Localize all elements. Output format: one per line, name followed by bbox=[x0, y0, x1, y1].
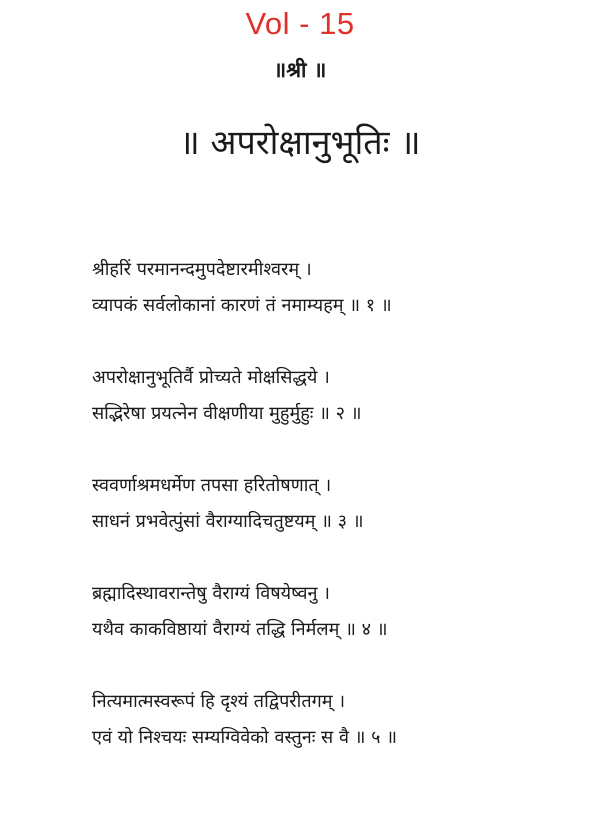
verse-line: ब्रह्मादिस्थावरान्तेषु वैराग्यं विषयेष्वनु । bbox=[92, 583, 330, 604]
verse-line: साधनं प्रभवेत्पुंसां वैराग्यादिचतुष्टयम् ॥ ३ ॥ bbox=[92, 511, 364, 532]
verse-line: अपरोक्षानुभूतिर्वै प्रोच्यते मोक्षसिद्धये । bbox=[92, 367, 330, 388]
invocation-heading: ॥श्री ॥ bbox=[273, 57, 327, 82]
verse-1 bbox=[92, 252, 572, 324]
verse-line: स्ववर्णाश्रमधर्मेण तपसा हरितोषणात् । bbox=[92, 475, 332, 496]
verse-line: व्यापकं सर्वलोकानां कारणं तं नमाम्यहम् ॥ १ ॥ bbox=[92, 295, 392, 316]
verse-4 bbox=[92, 576, 572, 648]
page-title: ॥ अपरोक्षानुभूतिः ॥ bbox=[179, 123, 421, 163]
verse-line: एवं यो निश्चयः सम्यग्विवेको वस्तुनः स वै ॥ ५ ॥ bbox=[92, 727, 398, 748]
verse-list bbox=[92, 252, 572, 792]
verse-2 bbox=[92, 360, 572, 432]
verse-5 bbox=[92, 684, 572, 756]
volume-label: Vol - 15 bbox=[245, 6, 355, 41]
verse-line: नित्यमात्मस्वरूपं हि दृश्यं तद्विपरीतगम् । bbox=[92, 691, 346, 712]
verse-line: श्रीहरिं परमानन्दमुपदेष्टारमीश्वरम् । bbox=[92, 259, 312, 280]
verse-3 bbox=[92, 468, 572, 540]
verse-line: सद्भिरेषा प्रयत्नेन वीक्षणीया मुहुर्मुहुः ॥ २ ॥ bbox=[92, 403, 362, 424]
verse-line: यथैव काकविष्ठायां वैराग्यं तद्धि निर्मलम् ॥ ४ ॥ bbox=[92, 619, 388, 640]
